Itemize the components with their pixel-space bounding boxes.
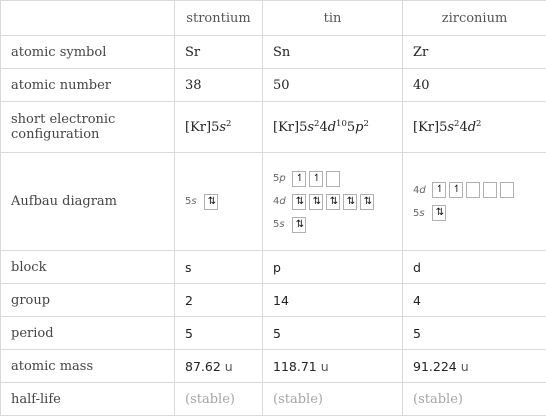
cell-value: 40 [403, 69, 546, 102]
row-period [1, 317, 546, 350]
orbital-box-updown: ⇅ [432, 205, 446, 221]
row-label: short electronic configuration [1, 102, 175, 153]
orbital-label: 5s [185, 196, 197, 207]
row-label: atomic number [1, 69, 175, 102]
row-atomic-symbol [1, 36, 546, 69]
cell-value: 87.62 u [175, 350, 263, 383]
orbital-box-empty [466, 182, 480, 198]
aufbau-zirconium [403, 153, 546, 251]
orbital-label: 5s [273, 219, 285, 230]
row-group [1, 284, 546, 317]
cell-value: 50 [263, 69, 403, 102]
row-label: Aufbau diagram [1, 153, 175, 251]
row-half-life [1, 383, 546, 416]
cell-value: 2 [175, 284, 263, 317]
orbital-row [413, 181, 536, 199]
orbital-box-empty [500, 182, 514, 198]
cell-value: 5 [403, 317, 546, 350]
row-label: group [1, 284, 175, 317]
orbital-label: 5s [413, 207, 425, 219]
orbital-row [273, 216, 392, 234]
row-label: block [1, 251, 175, 284]
orbital-label: 4d [273, 196, 286, 207]
row-label: atomic mass [1, 350, 175, 383]
row-electronic-configuration [1, 102, 546, 153]
aufbau-strontium [175, 153, 263, 251]
cell-value: d [403, 251, 546, 284]
cell-value: 118.71 u [263, 350, 403, 383]
config-zirconium: $[Kr]5s^24d^2$ [403, 102, 546, 153]
orbital-box-up: ↿ [309, 171, 323, 187]
row-atomic-mass [1, 350, 546, 383]
cell-value: 5 [175, 317, 263, 350]
cell-value: Sn [263, 36, 403, 69]
cell-value: p [263, 251, 403, 284]
orbital-row [185, 193, 252, 211]
orbital-box-updown: ⇅ [204, 194, 218, 210]
header-strontium: strontium [175, 1, 263, 36]
orbital-box-updown: ⇅ [326, 194, 340, 210]
orbital-label: 5p [273, 173, 286, 184]
cell-value: 5 [263, 317, 403, 350]
cell-value: 4 [403, 284, 546, 317]
header-tin: tin [263, 1, 403, 36]
orbital-row [273, 170, 392, 188]
cell-value: Sr [175, 36, 263, 69]
orbital-box-up: ↿ [449, 182, 463, 198]
row-atomic-number [1, 69, 546, 102]
cell-value: s [175, 251, 263, 284]
orbital-row [413, 204, 536, 222]
row-label: half-life [1, 383, 175, 416]
orbital-box-updown: ⇅ [292, 217, 306, 233]
row-aufbau-diagram [1, 153, 546, 251]
config-tin: $[Kr]5s^24d^{10}5p^2$ [263, 102, 403, 153]
orbital-box-updown: ⇅ [309, 194, 323, 210]
config-strontium: $[Kr]5s^2$ [175, 102, 263, 153]
cell-value: (stable) [263, 383, 403, 416]
header-row [1, 1, 546, 36]
orbital-row [273, 193, 392, 211]
orbital-box-empty [483, 182, 497, 198]
header-corner [1, 1, 175, 36]
header-zirconium: zirconium [403, 1, 546, 36]
orbital-box-up: ↿ [432, 182, 446, 198]
orbital-box-up: ↿ [292, 171, 306, 187]
orbital-box-updown: ⇅ [360, 194, 374, 210]
row-label: atomic symbol [1, 36, 175, 69]
row-label: period [1, 317, 175, 350]
cell-value: 14 [263, 284, 403, 317]
cell-value: 91.224 u [403, 350, 546, 383]
orbital-box-empty [326, 171, 340, 187]
cell-value: (stable) [175, 383, 263, 416]
aufbau-tin [263, 153, 403, 251]
cell-value: (stable) [403, 383, 546, 416]
orbital-box-updown: ⇅ [292, 194, 306, 210]
orbital-label: 4d [413, 184, 426, 196]
cell-value: Zr [403, 36, 546, 69]
orbital-box-updown: ⇅ [343, 194, 357, 210]
cell-value: 38 [175, 69, 263, 102]
row-block [1, 251, 546, 284]
